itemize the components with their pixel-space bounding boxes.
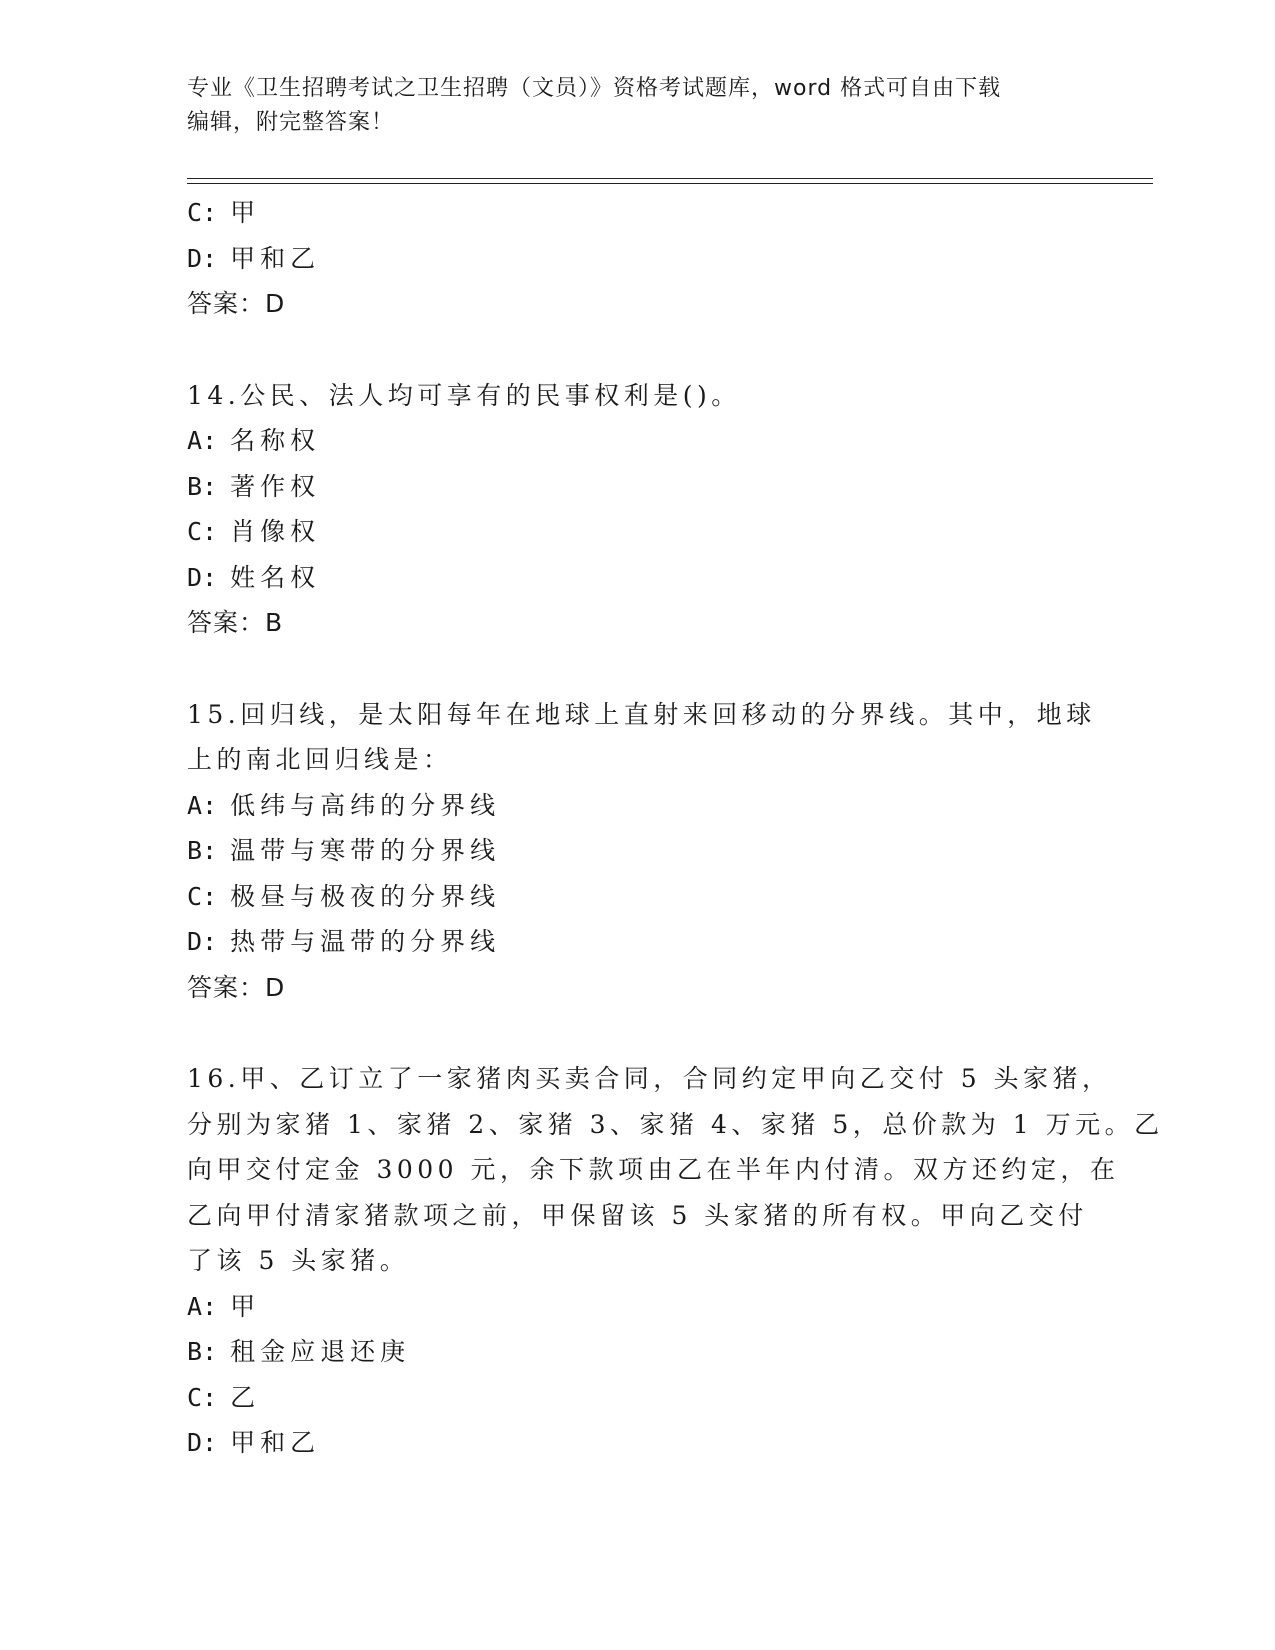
option-text: 低纬与高纬的分界线	[230, 790, 501, 820]
option-label: A:	[187, 790, 218, 820]
option-label: C:	[187, 881, 218, 911]
question-15	[187, 692, 1096, 1011]
option-d	[187, 919, 1087, 965]
option-text: 著作权	[230, 471, 321, 501]
option-label: D:	[187, 562, 218, 592]
option-text: 甲	[230, 1291, 261, 1321]
question-content	[187, 190, 1164, 1466]
option-label: D:	[187, 243, 218, 273]
option-c	[187, 190, 1087, 236]
option-label: C:	[187, 198, 218, 227]
option-text: 肖像权	[230, 517, 321, 546]
option-label: B:	[187, 1337, 218, 1366]
answer-line: 答案：B	[187, 608, 284, 637]
header-line-2: 编辑，附完整答案！	[187, 110, 395, 135]
option-d	[187, 555, 1087, 601]
answer-line: 答案：D	[187, 289, 286, 318]
option-text: 姓名权	[230, 562, 321, 592]
option-b	[187, 828, 1087, 874]
option-d	[187, 1420, 1087, 1466]
option-label: B:	[187, 836, 218, 865]
question-text-line-5: 了该 5 头家猪。	[187, 1246, 410, 1275]
option-label: C:	[187, 1382, 218, 1412]
answer-line: 答案：D	[187, 972, 286, 1002]
option-label: B:	[187, 471, 218, 501]
question-16	[187, 1056, 1164, 1466]
option-label: D:	[187, 927, 218, 956]
option-b	[187, 1329, 1087, 1375]
option-c	[187, 874, 1087, 920]
option-c	[187, 509, 1087, 555]
option-text: 温带与寒带的分界线	[230, 836, 501, 865]
question-text-line-2: 分别为家猪 1、家猪 2、家猪 3、家猪 4、家猪 5，总价款为 1 万元。乙	[187, 1109, 1164, 1139]
question-14	[187, 373, 1087, 646]
question-text-line-3: 向甲交付定金 3000 元，余下款项由乙在半年内付清。双方还约定，在	[187, 1155, 1120, 1184]
option-a	[187, 783, 1087, 829]
option-c	[187, 1375, 1087, 1421]
option-text: 甲	[230, 198, 261, 227]
option-text: 甲和乙	[230, 243, 321, 273]
header-divider-top	[187, 178, 1153, 179]
option-text: 热带与温带的分界线	[230, 927, 501, 956]
option-text: 极昼与极夜的分界线	[230, 881, 501, 911]
option-label: A:	[187, 1291, 218, 1321]
option-b	[187, 464, 1087, 510]
option-label: C:	[187, 517, 218, 546]
page-header	[187, 72, 1067, 140]
question-text-line-1: 15.回归线，是太阳每年在地球上直射来回移动的分界线。其中，地球	[187, 699, 1096, 729]
question-text-line-4: 乙向甲付清家猪款项之前，甲保留该 5 头家猪的所有权。甲向乙交付	[187, 1200, 1088, 1230]
header-line-1: 专业《卫生招聘考试之卫生招聘（文员）》资格考试题库，word 格式可自由下载	[187, 76, 1002, 101]
option-text: 乙	[230, 1382, 261, 1412]
option-label: A:	[187, 426, 218, 455]
question-text-line-2: 上的南北回归线是：	[187, 745, 453, 774]
previous-question	[187, 190, 1087, 327]
option-text: 甲和乙	[230, 1428, 321, 1457]
option-label: D:	[187, 1428, 218, 1457]
question-text-line-1: 16.甲、乙订立了一家猪肉买卖合同，合同约定甲向乙交付 5 头家猪，	[187, 1064, 1112, 1093]
header-divider-bottom	[187, 183, 1153, 184]
option-d	[187, 236, 1087, 282]
option-text: 租金应退还庚	[230, 1337, 411, 1366]
option-a	[187, 1284, 1087, 1330]
option-a	[187, 418, 1087, 464]
option-text: 名称权	[230, 426, 321, 455]
question-text: 14.公民、法人均可享有的民事权利是()。	[187, 380, 741, 410]
